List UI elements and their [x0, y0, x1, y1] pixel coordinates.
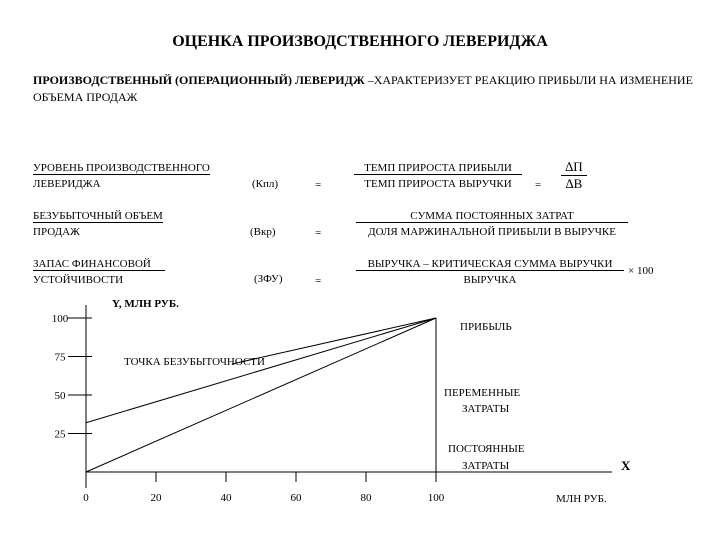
formula-2-denominator: ДОЛЯ МАРЖИНАЛЬНОЙ ПРИБЫЛИ В ВЫРУЧКЕ: [368, 226, 616, 238]
breakeven-label: ТОЧКА БЕЗУБЫТОЧНОСТИ: [124, 356, 265, 368]
formula-3-equals: =: [315, 275, 322, 287]
y-axis-label: Y, МЛН РУБ.: [112, 298, 179, 310]
y-tick-label-75: 75: [54, 351, 66, 364]
formula-1-numerator: ТЕМП ПРИРОСТА ПРИБЫЛИ: [354, 162, 522, 175]
formula-1-equals-2: =: [535, 179, 542, 191]
formula-2-name-line2: ПРОДАЖ: [33, 226, 80, 238]
formula-1-denominator: ТЕМП ПРИРОСТА ВЫРУЧКИ: [364, 178, 512, 190]
y-tick-label-25: 25: [54, 428, 66, 441]
profit-label: ПРИБЫЛЬ: [460, 321, 512, 333]
formula-2-name-line1: БЕЗУБЫТОЧНЫЙ ОБЪЕМ: [33, 210, 163, 222]
formula-3-multiplier: × 100: [628, 265, 654, 277]
x-tick-label-0: 0: [83, 492, 89, 504]
formula-2-numerator: СУММА ПОСТОЯННЫХ ЗАТРАТ: [356, 210, 628, 223]
x-tick-label-40: 40: [220, 492, 232, 504]
x-axis-unit: МЛН РУБ.: [556, 493, 607, 505]
series-line-1: [86, 318, 436, 472]
fixed-costs-label-1: ПОСТОЯННЫЕ: [448, 443, 525, 455]
x-tick-label-20: 20: [150, 492, 162, 504]
formula-2-symbol: (Вкр): [250, 226, 276, 238]
y-tick-label-100: 100: [51, 313, 69, 325]
x-tick-label-60: 60: [290, 492, 302, 504]
definition-text: –ХАРАКТЕРИЗУЕТ РЕАКЦИЮ ПРИБЫЛИ НА ИЗМЕНЕНИЕ ОБЪЕМА ПРОДАЖ: [33, 73, 693, 104]
formula-1-name-line2: ЛЕВЕРИДЖА: [33, 178, 101, 190]
x-axis-label: X: [621, 458, 631, 473]
formula-1-delta-profit: ∆П: [561, 159, 587, 176]
formula-3-denominator: ВЫРУЧКА: [463, 274, 517, 286]
fixed-costs-label-2: ЗАТРАТЫ: [462, 460, 510, 472]
series-line-2: [86, 318, 436, 423]
variable-costs-label-2: ЗАТРАТЫ: [462, 403, 510, 415]
y-tick-label-50: 50: [54, 390, 66, 402]
variable-costs-label-1: ПЕРЕМЕННЫЕ: [444, 387, 521, 399]
definition-term: ПРОИЗВОДСТВЕННЫЙ (ОПЕРАЦИОННЫЙ) ЛЕВЕРИДЖ: [33, 73, 365, 87]
page-title: ОЦЕНКА ПРОИЗВОДСТВЕННОГО ЛЕВЕРИДЖА: [172, 33, 548, 50]
formula-3-name-line1: ЗАПАС ФИНАНСОВОЙ: [33, 258, 165, 271]
x-tick-label-80: 80: [360, 492, 372, 504]
formula-3-symbol: (ЗФУ): [254, 273, 283, 285]
x-tick-label-100: 100: [427, 492, 445, 504]
formula-1-name-line1: УРОВЕНЬ ПРОИЗВОДСТВЕННОГО: [33, 162, 210, 174]
formula-1-symbol: (Кпл): [252, 178, 279, 190]
formula-1-equals: =: [315, 179, 322, 191]
formula-2-equals: =: [315, 227, 322, 239]
formula-1-delta-revenue: ∆В: [565, 176, 583, 191]
formula-3-numerator: ВЫРУЧКА – КРИТИЧЕСКАЯ СУММА ВЫРУЧКИ: [356, 258, 624, 271]
formula-3-name-line2: УСТОЙЧИВОСТИ: [33, 274, 124, 286]
